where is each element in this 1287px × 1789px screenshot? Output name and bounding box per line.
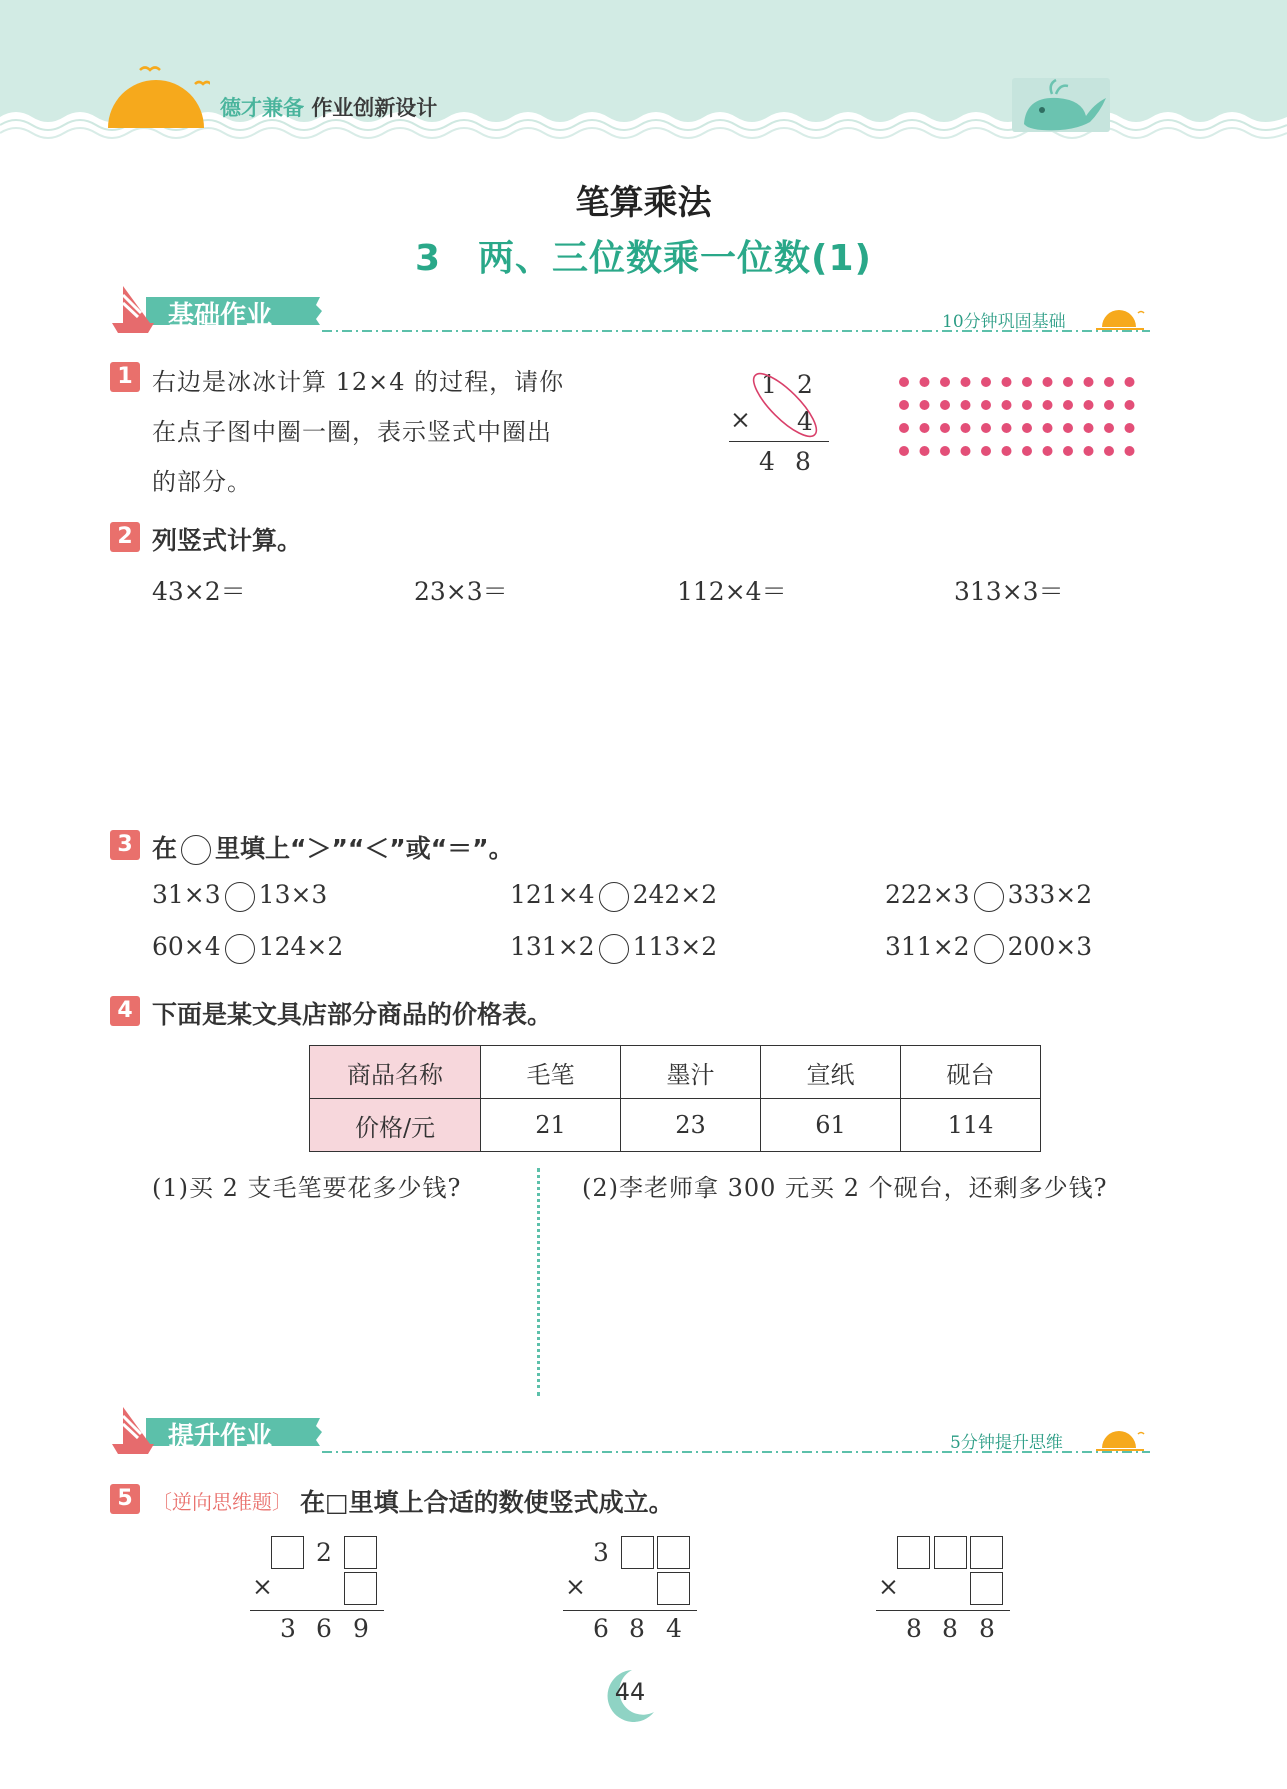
q4-answer-area-2[interactable]: [582, 1210, 1142, 1390]
given-digit: 3: [593, 1538, 609, 1567]
q4-subquestion-1: (1)买 2 支毛笔要花多少钱?: [152, 1174, 462, 1202]
compare-circle[interactable]: [225, 882, 255, 912]
compare-right: 333×2: [1007, 880, 1093, 909]
dot: [1125, 446, 1135, 456]
page-number: 44: [614, 1678, 646, 1706]
dot: [1022, 446, 1032, 456]
q5-tag: 〔逆向思维题〕: [152, 1490, 292, 1514]
result-digit: 6: [593, 1614, 609, 1643]
q3-text-a: 在: [152, 834, 178, 863]
brand-title: [220, 92, 437, 122]
compare-right: 113×2: [632, 932, 718, 961]
q2-work-area[interactable]: [140, 620, 1150, 800]
question-number-4: 4: [110, 996, 140, 1026]
dot: [981, 377, 991, 387]
section-note-basic: 10分钟巩固基础: [942, 312, 1066, 332]
brand-highlight: 德才兼备: [220, 96, 304, 120]
calc-line: [563, 1610, 697, 1611]
dotted-divider: [537, 1168, 540, 1396]
compare-left: 121×4: [510, 880, 595, 909]
q4-subquestion-2: (2)李老师拿 300 元买 2 个砚台，还剩多少钱?: [582, 1174, 1108, 1202]
dot: [1063, 423, 1073, 433]
result-digit: 8: [906, 1614, 922, 1643]
calc-digit: 2: [797, 370, 813, 399]
compare-right: 124×2: [258, 932, 344, 961]
compare-item: [885, 880, 1092, 912]
page-title: 笔算乘法: [575, 183, 712, 223]
q1-line-3: 的部分。: [152, 468, 252, 496]
dot: [940, 446, 950, 456]
table-cell: 砚台: [901, 1046, 1041, 1099]
q5-puzzle-1: [250, 1534, 390, 1654]
result-digit: 8: [979, 1614, 995, 1643]
table-cell: 21: [481, 1099, 621, 1152]
compare-left: 222×3: [885, 880, 970, 909]
dot: [1104, 400, 1114, 410]
circle-icon: [181, 835, 211, 865]
dot: [1002, 400, 1012, 410]
q3-text-b: 里填上“＞”“＜”或“＝”。: [215, 834, 514, 863]
result-digit: 4: [666, 1614, 682, 1643]
dot: [1002, 423, 1012, 433]
answer-box[interactable]: [271, 1536, 304, 1569]
table-cell: 61: [761, 1099, 901, 1152]
dot: [1022, 377, 1032, 387]
compare-circle[interactable]: [974, 882, 1004, 912]
sun-icon: [100, 62, 210, 132]
compare-circle[interactable]: [974, 934, 1004, 964]
compare-left: 60×4: [152, 932, 221, 961]
dot: [1084, 446, 1094, 456]
q1-vertical-calculation: [725, 365, 835, 485]
dot: [981, 400, 991, 410]
compare-item: [152, 880, 327, 912]
table-row: [310, 1099, 1041, 1152]
q2-expression: 313×3＝: [954, 577, 1064, 606]
section-note-advanced: 5分钟提升思维: [950, 1433, 1063, 1453]
answer-box[interactable]: [344, 1572, 377, 1605]
answer-box[interactable]: [970, 1572, 1003, 1605]
result-digit: 8: [629, 1614, 645, 1643]
compare-right: 13×3: [258, 880, 328, 909]
compare-circle[interactable]: [599, 934, 629, 964]
dot: [940, 423, 950, 433]
table-cell: 23: [621, 1099, 761, 1152]
dot: [1104, 446, 1114, 456]
question-number-3: 3: [110, 830, 140, 860]
dot: [1063, 400, 1073, 410]
calc-line: [250, 1610, 384, 1611]
dot: [920, 377, 930, 387]
question-number-1: 1: [110, 362, 140, 392]
dot: [1043, 423, 1053, 433]
dot: [1022, 400, 1032, 410]
section-banner-basic: [110, 285, 1150, 335]
dot: [981, 423, 991, 433]
dot: [961, 423, 971, 433]
dot: [1002, 377, 1012, 387]
times-sign: ×: [878, 1572, 899, 1601]
answer-box[interactable]: [344, 1536, 377, 1569]
compare-left: 31×3: [152, 880, 221, 909]
dot: [1125, 423, 1135, 433]
dot: [1084, 423, 1094, 433]
times-sign: ×: [565, 1572, 586, 1601]
compare-right: 242×2: [632, 880, 718, 909]
dot: [1043, 377, 1053, 387]
calc-digit: 8: [795, 447, 811, 476]
compare-left: 131×2: [510, 932, 595, 961]
dot: [899, 446, 909, 456]
q2-expression: 23×3＝: [414, 577, 508, 606]
dot: [1063, 446, 1073, 456]
table-header-cell: 价格/元: [310, 1099, 481, 1152]
dot: [920, 423, 930, 433]
dot: [961, 400, 971, 410]
dot: [940, 400, 950, 410]
dot: [1043, 400, 1053, 410]
question-number-2: 2: [110, 522, 140, 552]
dot: [1043, 446, 1053, 456]
dot: [1022, 423, 1032, 433]
calc-line: [876, 1610, 1010, 1611]
compare-item: [152, 932, 343, 964]
answer-box[interactable]: [657, 1536, 690, 1569]
q5-instruction: 在□里填上合适的数使竖式成立。: [300, 1488, 674, 1517]
answer-box[interactable]: [934, 1536, 967, 1569]
dot: [981, 446, 991, 456]
dot: [961, 446, 971, 456]
dot: [1084, 377, 1094, 387]
dot: [961, 377, 971, 387]
section-label-basic: 基础作业: [168, 301, 273, 331]
compare-left: 311×2: [885, 932, 970, 961]
calc-digit: 4: [797, 407, 813, 436]
q4-instruction: 下面是某文具店部分商品的价格表。: [152, 1000, 553, 1029]
question-number-5: 5: [110, 1484, 140, 1514]
result-digit: 9: [353, 1614, 369, 1643]
dot: [899, 400, 909, 410]
page-subtitle: 3 两、三位数乘一位数(1): [414, 238, 872, 279]
dot: [899, 423, 909, 433]
dot: [940, 377, 950, 387]
answer-box[interactable]: [657, 1572, 690, 1605]
dot: [920, 446, 930, 456]
q3-instruction: [152, 829, 514, 865]
times-sign: ×: [252, 1572, 273, 1601]
q2-expression: 43×2＝: [152, 577, 246, 606]
calc-digit: 1: [761, 370, 777, 399]
q2-instruction: 列竖式计算。: [152, 526, 303, 555]
q1-line-2: 在点子图中圈一圈，表示竖式中圈出: [152, 418, 552, 446]
result-digit: 6: [316, 1614, 332, 1643]
answer-box[interactable]: [621, 1536, 654, 1569]
price-table: [309, 1045, 1041, 1152]
answer-box[interactable]: [970, 1536, 1003, 1569]
dot: [1125, 377, 1135, 387]
dot: [1002, 446, 1012, 456]
times-sign: ×: [730, 405, 751, 434]
dot: [899, 377, 909, 387]
result-digit: 3: [280, 1614, 296, 1643]
dot: [1063, 377, 1073, 387]
result-digit: 8: [942, 1614, 958, 1643]
section-label-advanced: 提升作业: [168, 1422, 273, 1452]
q5-puzzle-2: [563, 1534, 703, 1654]
q5-puzzle-3: [876, 1534, 1016, 1654]
table-cell: 毛笔: [481, 1046, 621, 1099]
table-cell: 宣纸: [761, 1046, 901, 1099]
whale-icon: [1012, 74, 1112, 134]
q1-line-1: 右边是冰冰计算 12×4 的过程，请你: [152, 368, 565, 396]
compare-circle[interactable]: [225, 934, 255, 964]
highlight-oval: [725, 365, 835, 455]
calc-digit: 4: [759, 447, 775, 476]
dot-grid[interactable]: [896, 374, 1146, 474]
table-header-cell: 商品名称: [310, 1046, 481, 1099]
table-cell: 墨汁: [621, 1046, 761, 1099]
compare-circle[interactable]: [599, 882, 629, 912]
dot: [1084, 400, 1094, 410]
table-cell: 114: [901, 1099, 1041, 1152]
q2-expression: 112×4＝: [677, 577, 787, 606]
given-digit: 2: [316, 1538, 332, 1567]
dot: [920, 400, 930, 410]
dot: [1125, 400, 1135, 410]
brand-text: 作业创新设计: [311, 96, 438, 120]
table-row: [310, 1046, 1041, 1099]
dot: [1104, 377, 1114, 387]
dot: [1104, 423, 1114, 433]
compare-item: [510, 932, 717, 964]
compare-item: [510, 880, 717, 912]
q4-answer-area-1[interactable]: [152, 1210, 522, 1390]
compare-item: [885, 932, 1092, 964]
section-banner-advanced: [110, 1406, 1150, 1456]
answer-box[interactable]: [897, 1536, 930, 1569]
compare-right: 200×3: [1007, 932, 1093, 961]
